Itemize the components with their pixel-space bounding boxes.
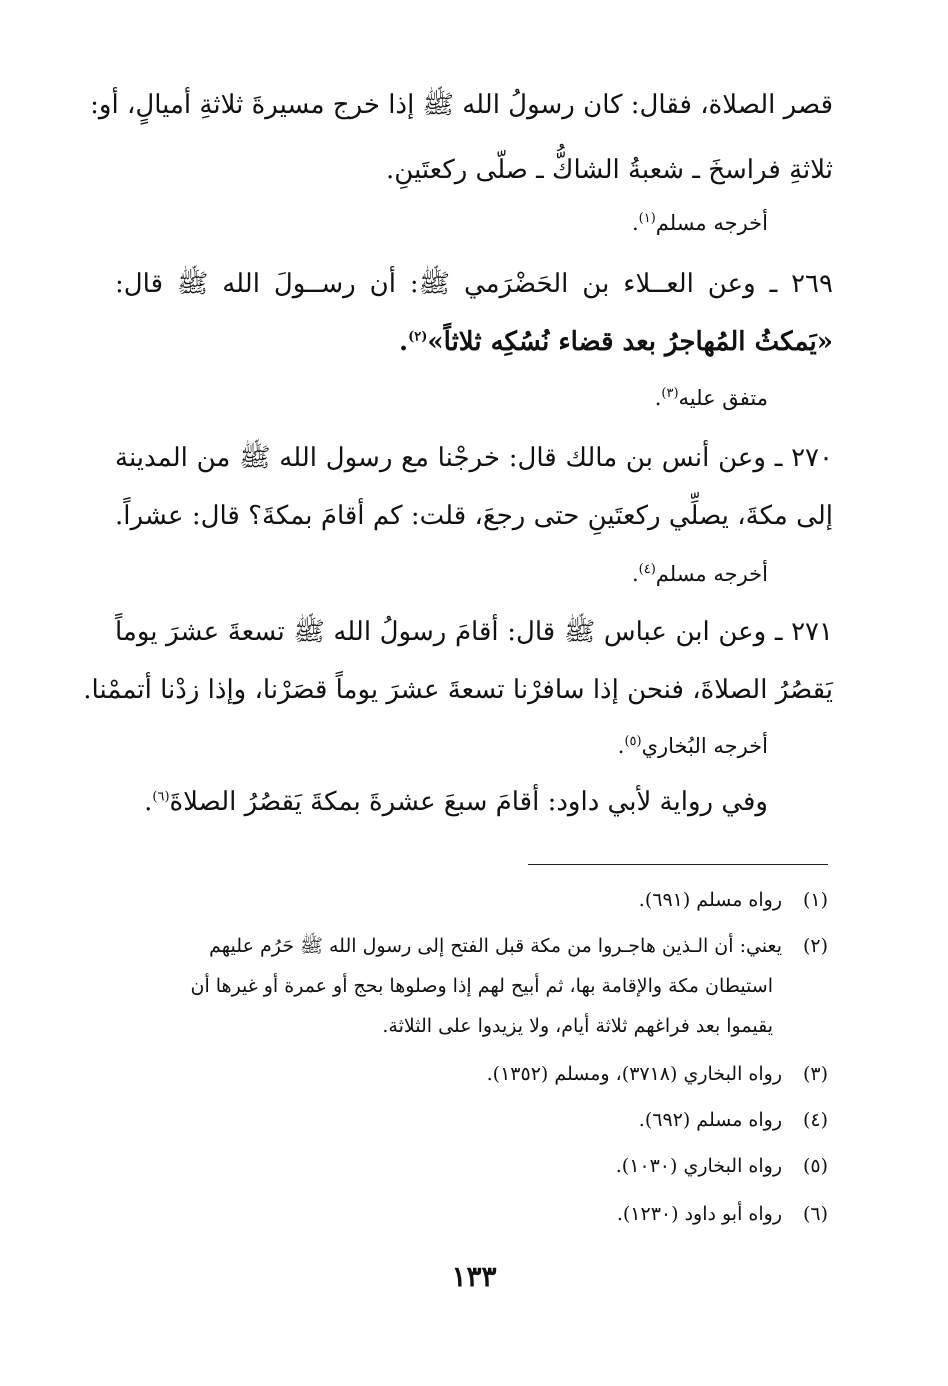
footnote-2 — [118, 930, 828, 962]
hadith-quote: «يَمكثُ المُهاجرُ بعد قضاء نُسُكِه ثلاثاً» — [427, 327, 833, 357]
hadith-270-line-1 — [115, 438, 833, 478]
body-line-2 — [115, 150, 833, 190]
body-text: قصر الصلاة، فقال: كان رسولُ الله ﷺ إذا خرج مسيرةَ ثلاثةِ أميالٍ، أو: — [90, 90, 833, 120]
hadith-270-line-2 — [115, 496, 833, 536]
footnote-2-line-3 — [118, 1010, 773, 1042]
body-line-1 — [90, 85, 833, 125]
footnote-text: يعني: أن الـذين هاجـروا من مكة قبل الفتح إلى رسول الله ﷺ حَرُم عليهم — [209, 935, 782, 957]
footnote-2-line-2 — [118, 970, 773, 1002]
footnote-number: (٦) — [802, 1203, 828, 1225]
hadith-269-line-1 — [115, 264, 833, 304]
footnote-1 — [118, 884, 828, 916]
footnote-ref: (٢) — [408, 329, 428, 345]
page-number: ١٣٣ — [451, 1260, 497, 1293]
source-line-4: أخرجه البُخاري$^{(٥)}$. — [617, 734, 768, 758]
source-text: أخرجه مسلم — [655, 562, 768, 586]
footnote-ref: (٣) — [661, 386, 679, 401]
footnote-number: (١) — [802, 889, 828, 911]
hadith-heading: ٢٦٩ ـ وعن العــلاء بن الحَضْرَمي ﷺ: أن رســولَ الله ﷺ قال: — [115, 269, 833, 299]
footnote-number: (٤) — [802, 1109, 828, 1131]
body-text: ثلاثةِ فراسخَ ـ شعبةُ الشاكُّ ـ صلّى ركعتَينِ. — [386, 155, 833, 185]
source-line-1: أخرجه مسلم$^{(١)}$. — [631, 211, 768, 235]
footnote-5 — [118, 1150, 828, 1182]
footnote-text: استيطان مكة والإقامة بها، ثم أبيح لهم إذا وصلوها بحج أو عمرة أو غيرها أن — [190, 975, 773, 997]
footnote-ref: (١) — [638, 211, 656, 226]
body-text: وفي رواية لأبي داود: أقامَ سبعَ عشرةَ بمكةَ يَقصُرُ الصلاةَ — [169, 787, 768, 817]
footnote-text: يقيموا بعد فراغهم ثلاثة أيام، ولا يزيدوا على الثلاثة. — [382, 1015, 773, 1037]
footnote-text: رواه مسلم (٦٩١). — [638, 889, 782, 911]
footnote-ref: (٥) — [624, 734, 642, 749]
footnote-text: رواه مسلم (٦٩٢). — [638, 1109, 782, 1131]
footnote-divider — [528, 864, 828, 865]
body-text: إلى مكةَ، يصلِّي ركعتَينِ حتى رجعَ، قلت: كم أقامَ بمكةَ؟ قال: عشراً. — [115, 501, 833, 531]
footnote-number: (٣) — [802, 1063, 828, 1085]
source-text: متفق عليه — [678, 386, 768, 410]
footnote-6 — [118, 1198, 828, 1230]
hadith-271-line-1 — [115, 612, 833, 652]
hadith-heading: ٢٧١ ـ وعن ابن عباس ﷺ قال: أقامَ رسولُ الله ﷺ تسعةَ عشرَ يوماً — [115, 617, 833, 647]
footnote-text: رواه أبو داود (١٢٣٠). — [616, 1203, 782, 1225]
footnote-ref: (٤) — [638, 562, 656, 577]
source-line-3: أخرجه مسلم$^{(٤)}$. — [631, 562, 768, 586]
hadith-269-quote: «يَمكثُ المُهاجرُ بعد قضاء نُسُكِه ثلاثاً»$^{(٢)}$. — [399, 327, 833, 357]
hadith-271-line-2 — [83, 670, 833, 710]
footnote-text: رواه البخاري (١٠٣٠). — [615, 1155, 782, 1177]
source-text: أخرجه مسلم — [655, 211, 768, 235]
source-line-2: متفق عليه$^{(٣)}$. — [654, 386, 768, 410]
footnote-3 — [118, 1058, 828, 1090]
source-text: أخرجه البُخاري — [641, 734, 768, 758]
hadith-271-line-3: وفي رواية لأبي داود: أقامَ سبعَ عشرةَ بمكةَ يَقصُرُ الصلاةَ$^{(٦)}$. — [144, 787, 768, 817]
body-text: يَقصُرُ الصلاةَ، فنحن إذا سافرْنا تسعةَ عشرَ يوماً قصَرْنا، وإذا زدْنا أتممْنا. — [83, 675, 833, 705]
footnote-ref: (٦) — [152, 789, 170, 805]
footnote-text: رواه البخاري (٣٧١٨)، ومسلم (١٣٥٢). — [486, 1063, 782, 1085]
footnote-number: (٥) — [802, 1155, 828, 1177]
footnote-number: (٢) — [802, 935, 828, 957]
footnote-4 — [118, 1104, 828, 1136]
hadith-heading: ٢٧٠ ـ وعن أنس بن مالك قال: خرجْنا مع رسول الله ﷺ من المدينة — [115, 443, 833, 473]
